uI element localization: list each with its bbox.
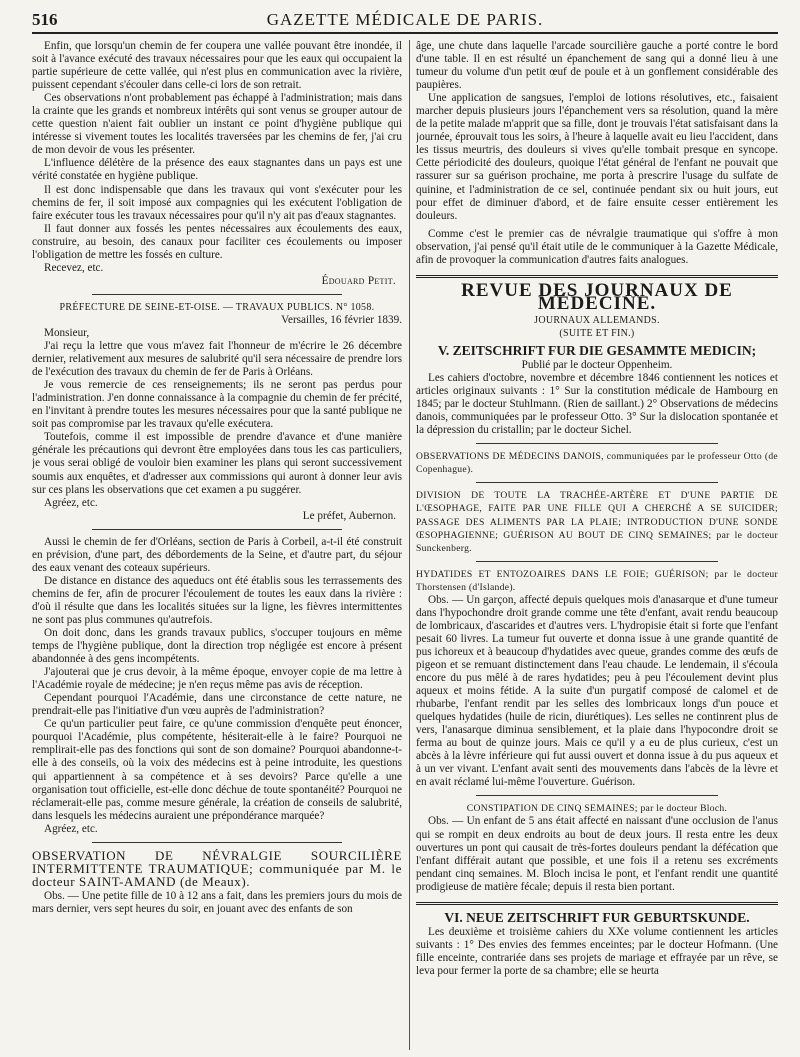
paragraph: Cependant pourquoi l'Académie, dans une circonstance de cette nature, ne prendrait-elle pas l'initiative d'un vœu auprès de l'administration? xyxy=(32,692,402,718)
signature-prefet: Le préfet, Aubernon. xyxy=(302,509,396,522)
article-heading: CONSTIPATION DE CINQ SEMAINES; par le docteur Bloch. xyxy=(466,803,728,815)
signature-petit: Édouard Petit. xyxy=(321,274,396,287)
section-title-v: V. ZEITSCHRIFT FUR DIE GESAMMTE MEDICIN; xyxy=(437,342,757,358)
subheading-german-journals: JOURNAUX ALLEMANDS. xyxy=(534,314,660,326)
divider-rule xyxy=(92,294,342,295)
dateline: Versailles, 16 février 1839. xyxy=(281,313,402,326)
paragraph: âge, une chute dans laquelle l'arcade sourcilière gauche a porté contre le bord d'une table. Il en est résulté un épanchement de sang qui a donné lieu à une tumeur du volume d'un petit œuf de poule et à un gonflement considérable des paupières. xyxy=(416,40,778,92)
review-title: REVUE DES JOURNAUX DE MÉDECINE. xyxy=(461,279,733,314)
paragraph: Enfin, que lorsqu'un chemin de fer coupera une vallée pouvant être inondée, il soit à l'avance exécuté des travaux nécessaires pour que les eaux qui occupaient la partie supérieure de cette vallée, qui n'est plus en communication avec la rivière, puissent cependant s'écouler dans celle-ci lors de son retrait. xyxy=(32,40,402,92)
prefecture-heading: PRÉFECTURE DE SEINE-ET-OISE. — TRAVAUX PUBLICS. N° 1058. xyxy=(59,301,375,313)
paragraph: L'influence délétère de la présence des eaux stagnantes dans un pays est une vérité constatée en hygiène publique. xyxy=(32,157,402,183)
paragraph: On doit donc, dans les grands travaux publics, s'occuper toujours en même temps de l'hygiène publique, dont la direction trop négligée est encore à présent abandonnée à des gens incompétents. xyxy=(32,627,402,666)
paragraph: J'ai reçu la lettre que vous m'avez fait l'honneur de m'écrire le 26 décembre dernier, relativement aux mesures de salubrité qu'il sera nécessaire de prendre lors de l'exécution des travaux du chemin de fer de Paris à Orléans. xyxy=(32,340,402,379)
divider-rule xyxy=(476,443,718,444)
section-rule xyxy=(416,275,778,278)
page-number: 516 xyxy=(32,10,58,29)
paragraph: Les deuxième et troisième cahiers du XXe volume contiennent les articles suivants : 1° Des envies des femmes enceintes; par le docteur Hofmann. (Une fille enceinte, contrariée dans ses projets de mariage et effrayée par un rêve, se leva pour fermer la porte de sa chambre; elle se heurta xyxy=(416,925,778,977)
divider-rule xyxy=(476,795,718,796)
column-divider xyxy=(409,40,410,1050)
article-heading: HYDATIDES ET ENTOZOAIRES DANS LE FOIE; GUÉRISON; par le docteur Thorstensen (d'Islande). xyxy=(416,568,778,593)
closing: Recevez, etc. xyxy=(44,261,104,274)
paragraph: Il faut donner aux fossés les pentes nécessaires aux écoulements des eaux, construire, au besoin, des canaux pour faciliter ces écoulements ou imposer l'obligation de mettre les fossés en culture. xyxy=(32,222,402,261)
section-rule xyxy=(416,902,778,905)
subheading-continued: (SUITE ET FIN.) xyxy=(559,327,635,339)
paragraph: De distance en distance des aqueducs ont été établis sous les terrassements des chemins de fer, afin de procurer l'écoulement de toutes les eaux dans la rivière : d'où il résulte que dans les localités situées sur la ligne, les fièvres intermittentes ne sont pas plus communes qu'autrefois. xyxy=(32,574,402,626)
divider-rule xyxy=(92,529,342,530)
salutation: Monsieur, xyxy=(44,326,90,339)
paragraph: Toutefois, comme il est impossible de prendre d'avance et d'une manière générale les précautions qui devront être employées dans tous les cas particuliers, je vous serai obligé de vouloir bien examiner les plans qui seront successivement soumis aux enquêtes, et d'adresser aux commissions qui auront à donner leur avis sur ces plans les observations que cet examen a pu suggérer. xyxy=(32,431,402,496)
observation-title: OBSERVATION DE NÉVRALGIE SOURCILIÈRE INTERMITTENTE TRAUMATIQUE; communiquée par M. le docteur SAINT-AMAND (de Meaux). xyxy=(32,847,402,889)
paragraph: Ce qu'un particulier peut faire, ce qu'une commission d'enquête peut énoncer, pourquoi l'Académie, plus compétente, hésiterait-elle à le faire? Pourquoi ne remplirait-elle pas des fonctions qui sont de son domaine? Pourquoi abandonne-t-elle à des conseils, où la voix des médecins est à peine introduite, les questions qui appartiennent à sa compétence et à ses devoirs? Parce qu'elle a une organisation tout officielle, est-elle donc déchue de toute spontanéité? Pourquoi ne réclamerait-elle pas, comme mesure générale, la création de conseils de salubrité, dans lesquels les médecins auraient une prépondérance marquée? xyxy=(32,718,402,822)
divider-rule xyxy=(92,842,342,843)
left-column xyxy=(32,40,402,1050)
paragraph: Obs. — Un enfant de 5 ans était affecté en naissant d'une occlusion de l'anus qui se rompit en deux endroits au bout de deux jours. Il resta entre les deux ouvertures un pont qui causait de très-fortes douleurs pendant la défécation que l'enfant différait autant que possible, et une fois il a retenu ses excréments pendant cinq semaines. M. Bloch incisa le pont, et l'enfant rendit une quantité prodigieuse de matière fécale; depuis il resta bien portant. xyxy=(416,815,778,893)
article-heading: DIVISION DE TOUTE LA TRACHÉE-ARTÈRE ET D'UNE PARTIE DE L'ŒSOPHAGE, FAITE PAR UNE FILLE QUI A CHERCHÉ A SE SUICIDER; PASSAGE DES ALIMENTS PAR LA PLAIE; INTRODUCTION D'UNE SONDE ŒSOPHAGIENNE; GUÉRISON AU BOUT DE CINQ SEMAINES; par le docteur Sunckenberg. xyxy=(416,490,778,554)
publisher-line: Publié par le docteur Oppenheim. xyxy=(521,359,673,372)
paragraph: Aussi le chemin de fer d'Orléans, section de Paris à Corbeil, a-t-il été construit en prévision, d'une part, des débordements de la Seine, et d'autre part, du séjour des eaux venant des coteaux supérieurs. xyxy=(32,535,402,574)
paragraph: J'ajouterai que je crus devoir, à la même époque, envoyer copie de ma lettre à l'Académie royale de médecine; je n'en reçus même pas avis de réception. xyxy=(32,666,402,692)
journal-title: GAZETTE MÉDICALE DE PARIS. xyxy=(266,10,544,29)
closing: Agréez, etc. xyxy=(44,822,98,835)
paragraph: Les cahiers d'octobre, novembre et décembre 1846 contiennent les notices et articles originaux suivants : 1° Sur la constitution médicale de Hambourg en 1845; par le docteur Stuhlmann. (Rien de saillant.) 2° Observations de médecins danois, communiquées par le professeur Otto. 3° Sur la dislocation spontanée et la dépression du cristallin; par le docteur Sichel. xyxy=(416,372,778,437)
paragraph: Une application de sangsues, l'emploi de lotions résolutives, etc., faisaient marcher depuis plusieurs jours l'épanchement vers sa résolution, quand la mère de la petite malade m'apprit que sa fille, dont je trouvais l'état satisfaisant dans la journée, éprouvait tous les soirs, à l'heure à laquelle avait eu lieu l'accident, dans les tissus meurtris, des douleurs si vives qu'elle tombait presque en syncope. Cette périodicité des douleurs, quoique l'état général de l'enfant ne pouvait que rassurer sur sa guérison prochaine, me porta à prescrire l'usage du sulfate de quinine, et l'administration de ce sel, continuée pendant six ou huit jours, eut pour effet de diminuer d'abord, et de faire ensuite cesser entièrement les douleurs. xyxy=(416,92,778,222)
paragraph: Comme c'est le premier cas de névralgie traumatique qui s'offre à mon observation, j'ai pensé qu'il était utile de le communiquer à la Gazette Médicale, afin de provoquer la communication d'autres faits analogues. xyxy=(416,227,778,266)
paragraph: Obs. — Un garçon, affecté depuis quelques mois d'anasarque et d'une tumeur dans l'hypochondre droit grande comme une tête d'enfant, avait rendu beaucoup de lombricaux, d'ascarides et d'autres vers. L'hydropisie était si forte que l'enfant pesait 60 livres. La tumeur fut ouverte et donna issue à une grande quantité de pus ichoreux et à beaucoup d'hydatides avec queue, grandes comme des œufs de pigeon et se remuant distinctement dans l'eau chaude. Le lendemain, il s'écoula encore du pus mêlé à de rares hydatides; peu à peu l'écoulement devint plus aqueux et moins fétide. A la suite d'un purgatif composé de calomel et de rhubarbe, l'enfant rendit par les selles des lombricaux longs d'un pouce et quelques hydatides (huile de ricin, diurétiques). Les selles ne continrent plus de vers, l'anasarque diminua sensiblement, et la plaie dans l'hypocondre droit se ferma au bout de quinze jours. Mais ce qu'il y a eu de plus curieux, c'est un abcès à la lèvre inférieure qui fut aussi ouvert et donna issue à du pus aqueux et à un ver vivant. L'enfant avait senti des mouvements dans l'abcès de la lèvre et en avait réclamé lui-même l'ouverture. Guérison. xyxy=(416,593,778,789)
article-heading: OBSERVATIONS DE MÉDECINS DANOIS, communiquées par le professeur Otto (de Copenhague). xyxy=(416,451,778,476)
paragraph: Il est donc indispensable que dans les travaux qui vont s'exécuter pour les chemins de fer, il soit imposé aux compagnies qui les exécutent l'obligation de faire exécuter tous les travaux nécessaires pour qu'il n'y ait pas d'eaux stagnantes. xyxy=(32,183,402,222)
paragraph: Obs. — Une petite fille de 10 à 12 ans a fait, dans les premiers jours du mois de mars dernier, vers sept heures du soir, en jouant avec des enfants de son xyxy=(32,889,402,915)
section-title-vi: VI. NEUE ZEITSCHRIFT FUR GEBURTSKUNDE. xyxy=(444,909,750,925)
paragraph: Ces observations n'ont probablement pas échappé à l'administration; mais dans la crainte que les grands et nombreux intérêts qui sont venus se grouper autour de cette question n'aient fait oublier un instant ce point d'hygiène publique qui intéresse si vivement toutes les localités traversées par les chemins de fer, j'ai cru de mon devoir de vous les présenter. xyxy=(32,92,402,157)
closing: Agréez, etc. xyxy=(44,496,98,509)
divider-rule xyxy=(476,482,718,483)
right-column xyxy=(416,40,778,1050)
paragraph: Je vous remercie de ces renseignements; ils ne seront pas perdus pour l'administration. J'en donne connaissance à la compagnie du chemin de fer précité, en l'invitant à prendre toutes les mesures nécessaires pour que la santé publique ne soit pas compromise par les travaux qu'elle exécutera. xyxy=(32,379,402,431)
page-header xyxy=(32,10,778,34)
divider-rule xyxy=(476,561,718,562)
